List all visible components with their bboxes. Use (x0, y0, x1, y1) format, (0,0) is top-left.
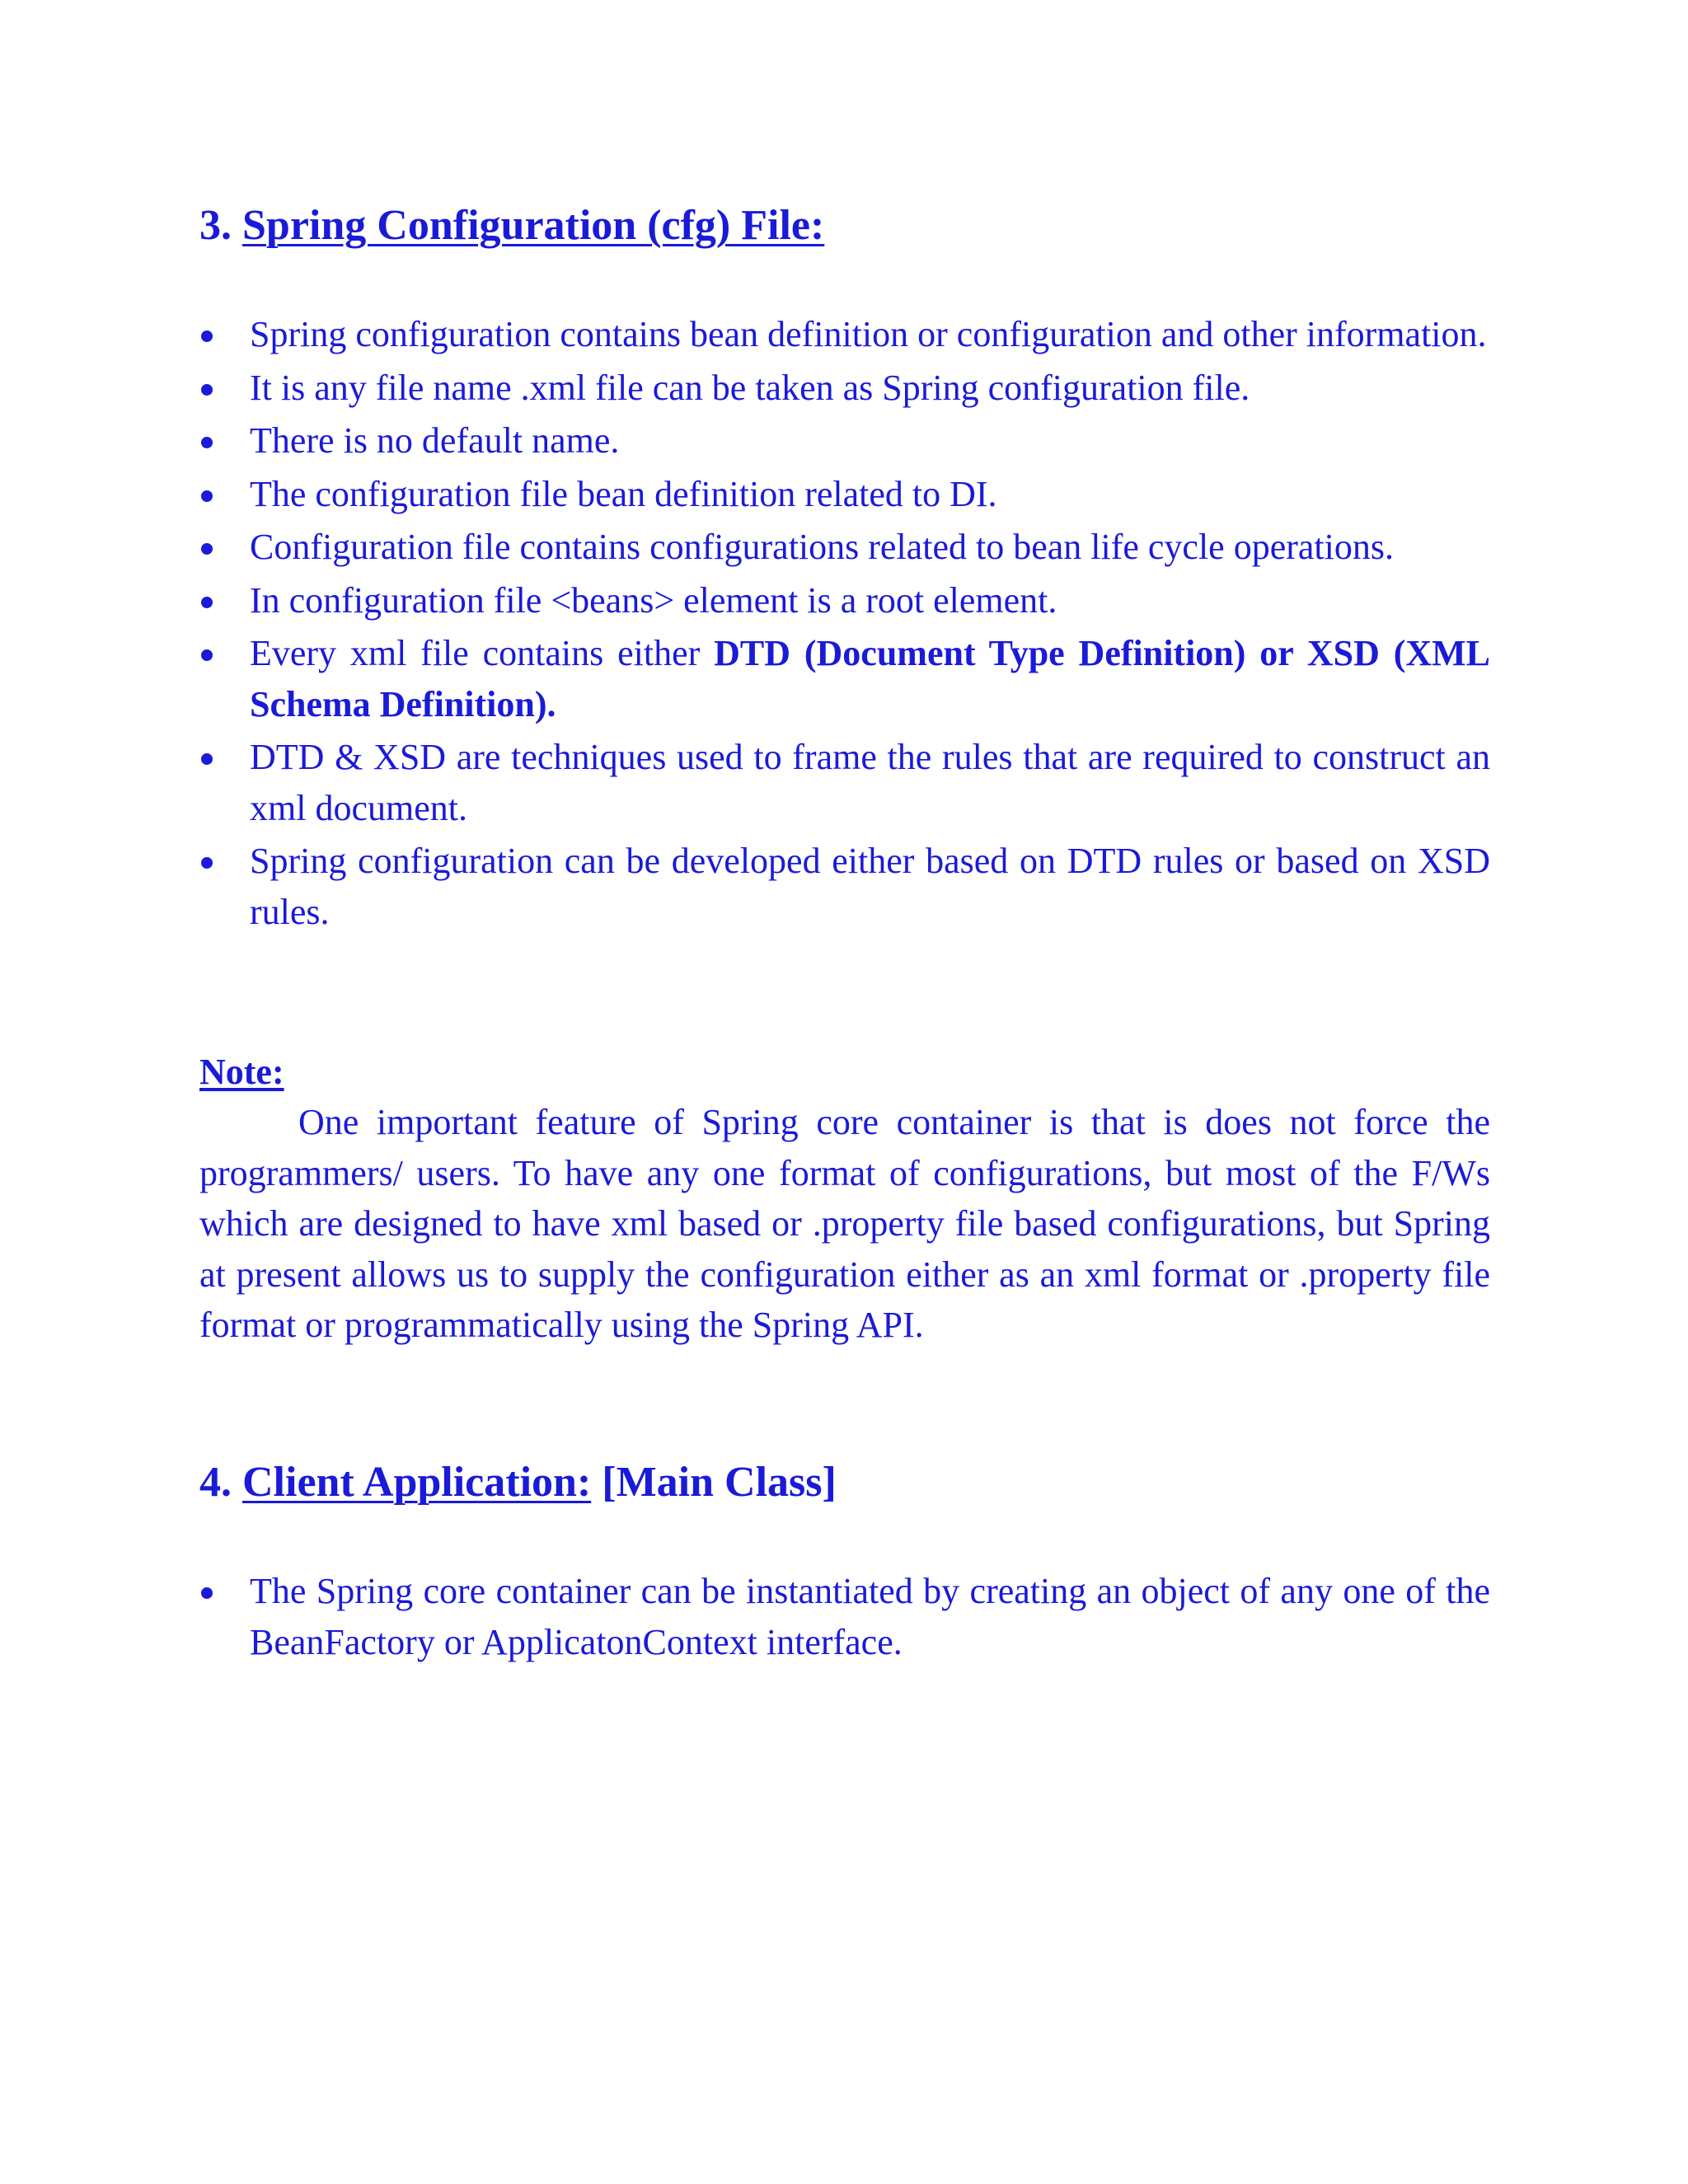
list-item-text: The configuration file bean definition related to DI. (250, 473, 997, 514)
section-3-heading (199, 201, 824, 251)
section-3-number: 3. (199, 202, 232, 249)
bullet-icon (201, 437, 213, 448)
list-item (199, 732, 1490, 833)
list-item-text: DTD & XSD are techniques used to frame the rules that are required to construct an xml document. (250, 737, 1490, 828)
list-item-text: Spring configuration contains bean definition or configuration and other information. (250, 314, 1487, 354)
section-3-title: Spring Configuration (cfg) File: (242, 202, 825, 249)
list-item-bold-text: DTD (Document Type Definition) or XSD (XML Schema Definition). (250, 633, 1491, 724)
list-item (199, 415, 1490, 466)
list-item (199, 363, 1490, 414)
list-item-text: Spring configuration can be developed either based on DTD rules or based on XSD rules. (250, 841, 1490, 932)
list-item-text: The Spring core container can be instantiated by creating an object of any one of the BeanFactory or ApplicatonContext interface. (250, 1571, 1490, 1662)
section-4-bullet-list (199, 1566, 1490, 1670)
list-item (199, 309, 1490, 360)
list-item-text: Configuration file contains configurations related to bean life cycle operations. (250, 527, 1394, 567)
section-4-number: 4. (199, 1459, 232, 1506)
bullet-icon (201, 857, 213, 869)
list-item-text: There is no default name. (250, 420, 620, 461)
bullet-icon (201, 597, 213, 608)
bullet-icon (201, 330, 213, 342)
section-4-title: Client Application: (242, 1459, 592, 1506)
list-item (199, 836, 1490, 937)
list-item (199, 575, 1490, 626)
bullet-icon (201, 384, 213, 396)
bullet-icon (201, 543, 213, 555)
bullet-icon (201, 649, 213, 661)
bullet-icon (201, 1587, 213, 1599)
list-item (199, 1566, 1490, 1667)
note-body: One important feature of Spring core container is that is does not force the programmers/ users. To have any one format of configurations, but most of the F/Ws which are designed to have xml based or .property file based configurations, but Spring at present allows us to supply the configuration either as an xml format or .property file format or programmatically using the Spring API. (199, 1102, 1490, 1345)
section-4-heading (199, 1458, 837, 1507)
list-item-text: It is any file name .xml file can be taken as Spring configuration file. (250, 367, 1250, 408)
list-item-text-prefix: Every xml file contains either (250, 633, 715, 673)
section-3-bullet-list (199, 309, 1490, 940)
note-label: Note: (199, 1052, 284, 1092)
list-item (199, 522, 1490, 573)
list-item (199, 469, 1490, 520)
bullet-icon (201, 753, 213, 765)
section-4-suffix: [Main Class] (602, 1459, 837, 1506)
list-item-text: In configuration file <beans> element is a root element. (250, 579, 1057, 621)
list-item (199, 628, 1490, 729)
bullet-icon (201, 490, 213, 502)
